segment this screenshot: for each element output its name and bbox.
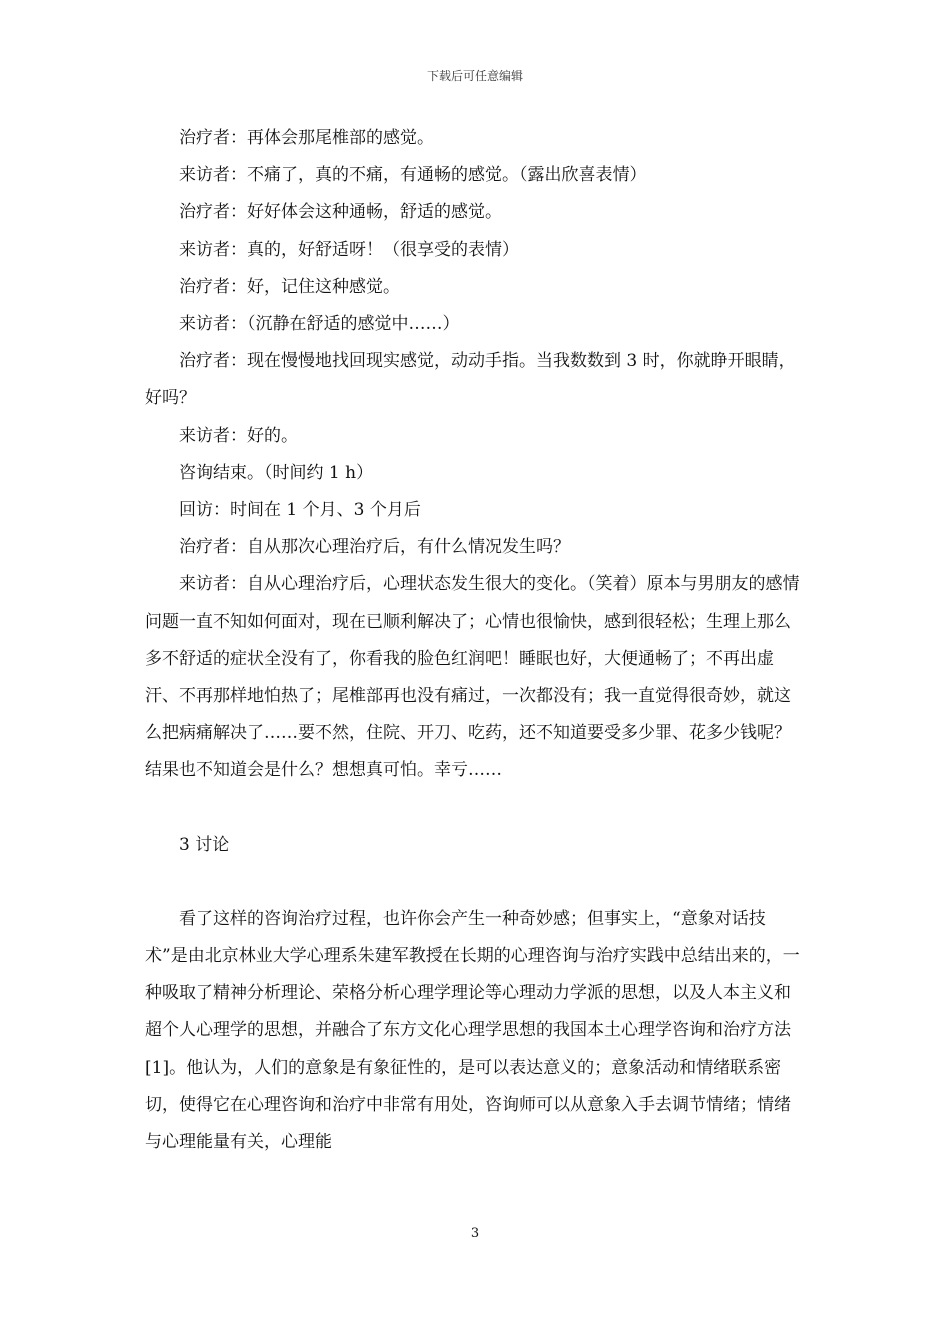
dialogue-line: 来访者：（沉静在舒适的感觉中……）	[179, 314, 460, 335]
dialogue-line: 治疗者：现在慢慢地找回现实感觉，动动手指。当我数数到 3 时，你就睁开眼睛，好吗？	[145, 351, 796, 409]
dialogue-line: 来访者：好的。	[179, 425, 298, 446]
dialogue-line: 回访：时间在 1 个月、3 个月后	[179, 500, 421, 521]
section-heading: 3 讨论	[179, 834, 230, 855]
dialogue-line: 咨询结束。（时间约 1 h）	[179, 462, 374, 483]
dialogue-line: 治疗者：自从那次心理治疗后，有什么情况发生吗？	[179, 537, 570, 558]
dialogue-line: 治疗者：好，记住这种感觉。	[179, 276, 400, 297]
dialogue-line: 来访者：自从心理治疗后，心理状态发生很大的变化。（笑着）原本与男朋友的感情问题一直不知如何面对，现在已顺利解决了；心情也很愉快，感到很轻松；生理上那么多不舒适的症状全没有了，你看我的脸色红润吧！睡眠也好，大便通畅了；不再出虚汗、不再那样地怕热了；尾椎部再也没有痛过，一次都没有；我一直觉得很奇妙，就这么把病痛解决了……要不然，住院、开刀、吃药，还不知道要受多少罪、花多少钱呢？结果也不知道会是什么？想想真可怕。幸亏……	[145, 574, 800, 781]
dialogue-line: 治疗者：好好体会这种通畅，舒适的感觉。	[179, 202, 502, 223]
discussion-paragraph: 看了这样的咨询治疗过程，也许你会产生一种奇妙感；但事实上，“意象对话技术”是由北京林业大学心理系朱建军教授在长期的心理咨询与治疗实践中总结出来的，一种吸取了精神分析理论、荣格分析心理学理论等心理动力学派的思想，以及人本主义和超个人心理学的思想，并融合了东方文化心理学思想的我国本土心理学咨询和治疗方法[1]。他认为，人们的意象是有象征性的，是可以表达意义的；意象活动和情绪联系密切，使得它在心理咨询和治疗中非常有用处，咨询师可以从意象入手去调节情绪；情绪与心理能量有关，心理能	[145, 908, 800, 1153]
page-header: 下载后可任意编辑	[426, 69, 523, 83]
dialogue-line: 治疗者：再体会那尾椎部的感觉。	[179, 128, 434, 148]
page-number: 3	[470, 1226, 480, 1241]
document-body	[145, 120, 805, 1161]
dialogue-line: 来访者：不痛了，真的不痛，有通畅的感觉。（露出欣喜表情）	[179, 165, 647, 186]
dialogue-line: 来访者：真的，好舒适呀！（很享受的表情）	[179, 239, 519, 260]
